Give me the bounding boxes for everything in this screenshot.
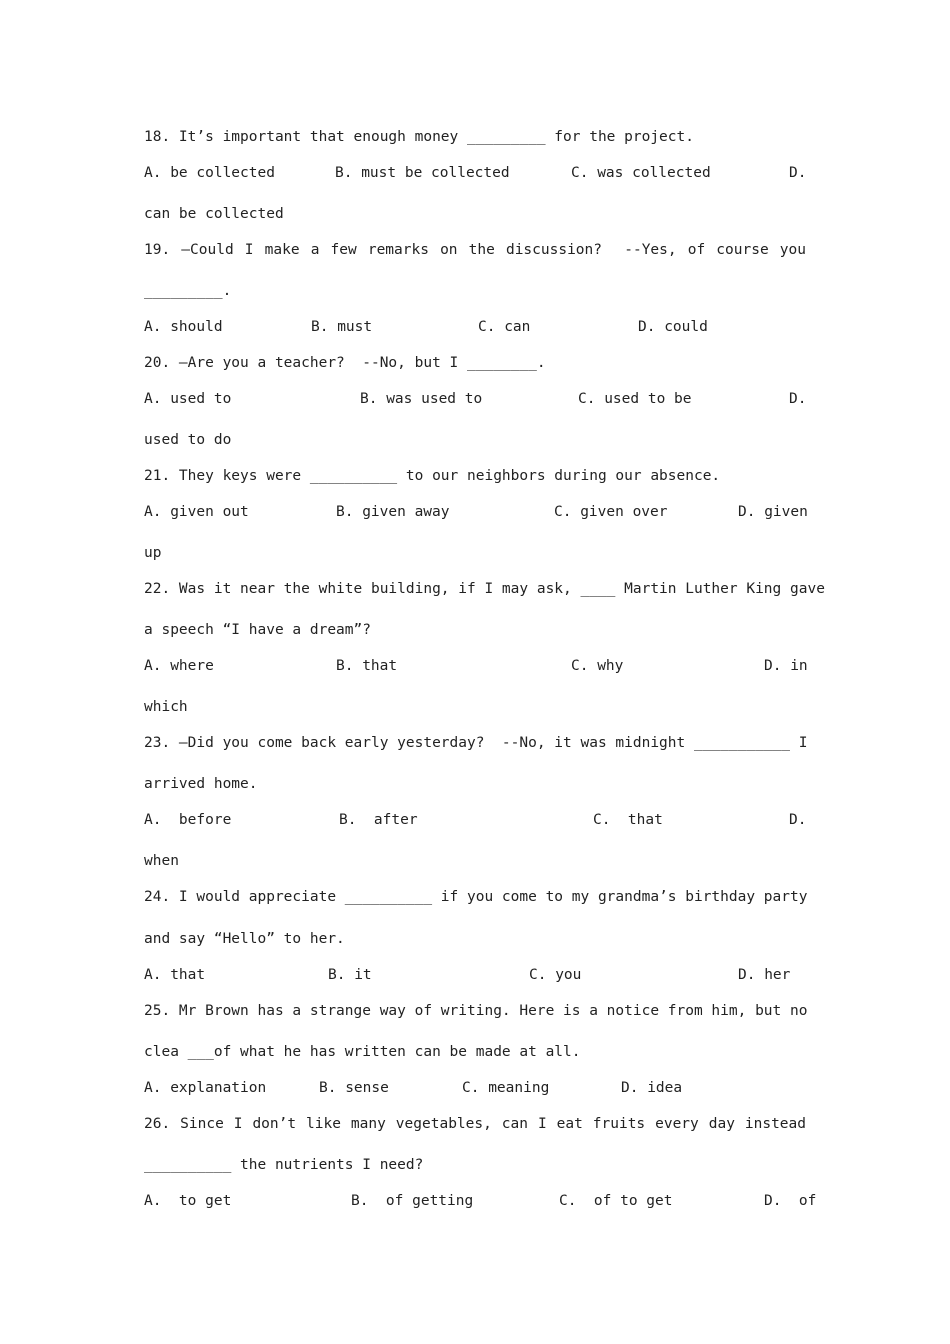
q23-option-d[interactable]: D. xyxy=(789,812,807,828)
q19-option-d[interactable]: D. could xyxy=(638,319,708,335)
q20-options xyxy=(144,388,806,410)
q20-option-b[interactable]: B. was used to xyxy=(360,391,483,407)
q19-stem: 19. –Could I make a few remarks on the discussion? --Yes, of course you xyxy=(144,242,806,258)
q25-option-a[interactable]: A. explanation xyxy=(144,1080,267,1096)
q21-options xyxy=(144,501,806,523)
q25-option-d[interactable]: D. idea xyxy=(621,1080,683,1096)
q20-option-c[interactable]: C. used to be xyxy=(578,391,692,407)
q22-option-b[interactable]: B. that xyxy=(336,658,398,674)
q19-option-a[interactable]: A. should xyxy=(144,319,223,335)
q23-option-c[interactable]: C. that xyxy=(593,812,663,828)
q19-option-b[interactable]: B. must xyxy=(311,319,373,335)
q21-option-b[interactable]: B. given away xyxy=(336,504,450,520)
q19-stem-cont: _________. xyxy=(144,283,232,299)
q20-option-d-cont: used to do xyxy=(144,432,232,448)
q18-options xyxy=(144,162,806,184)
q23-stem: 23. –Did you come back early yesterday? --No, it was midnight ___________ I xyxy=(144,735,808,751)
q21-option-c[interactable]: C. given over xyxy=(554,504,668,520)
q22-option-d-cont: which xyxy=(144,699,188,715)
q20-option-d[interactable]: D. xyxy=(789,391,807,407)
q23-option-b[interactable]: B. after xyxy=(339,812,418,828)
q24-option-a[interactable]: A. that xyxy=(144,967,206,983)
q26-option-d[interactable]: D. of xyxy=(764,1193,817,1209)
q26-option-b[interactable]: B. of getting xyxy=(351,1193,474,1209)
q25-option-b[interactable]: B. sense xyxy=(319,1080,389,1096)
q18-option-b[interactable]: B. must be collected xyxy=(335,165,510,181)
q26-options xyxy=(144,1190,817,1212)
q23-option-d-cont: when xyxy=(144,853,179,869)
q21-option-a[interactable]: A. given out xyxy=(144,504,249,520)
q21-option-d[interactable]: D. given xyxy=(738,504,808,520)
q19-options xyxy=(144,316,806,338)
q22-options xyxy=(144,655,806,677)
q18-option-d[interactable]: D. xyxy=(789,165,807,181)
q22-stem: 22. Was it near the white building, if I may ask, ____ Martin Luther King gave xyxy=(144,581,825,597)
q24-stem: 24. I would appreciate __________ if you come to my grandma’s birthday party xyxy=(144,889,808,905)
q25-stem-cont: clea ___of what he has written can be made at all. xyxy=(144,1044,581,1060)
q25-stem: 25. Mr Brown has a strange way of writing. Here is a notice from him, but no xyxy=(144,1003,808,1019)
q22-option-d[interactable]: D. in xyxy=(764,658,808,674)
q22-stem-cont: a speech “I have a dream”? xyxy=(144,622,371,638)
q22-option-c[interactable]: C. why xyxy=(571,658,624,674)
q18-stem: 18. It’s important that enough money _________ for the project. xyxy=(144,129,694,145)
q18-option-d-cont: can be collected xyxy=(144,206,284,222)
q26-stem: 26. Since I don’t like many vegetables, can I eat fruits every day instead xyxy=(144,1116,806,1132)
q26-option-a[interactable]: A. to get xyxy=(144,1193,232,1209)
q23-option-a[interactable]: A. before xyxy=(144,812,232,828)
q26-stem-cont: __________ the nutrients I need? xyxy=(144,1157,424,1173)
q18-option-c[interactable]: C. was collected xyxy=(571,165,711,181)
q25-options xyxy=(144,1077,806,1099)
q19-option-c[interactable]: C. can xyxy=(478,319,531,335)
q20-stem: 20. –Are you a teacher? --No, but I ________. xyxy=(144,355,546,371)
q23-stem-cont: arrived home. xyxy=(144,776,258,792)
q21-option-d-cont: up xyxy=(144,545,162,561)
q25-option-c[interactable]: C. meaning xyxy=(462,1080,550,1096)
q24-option-d[interactable]: D. her xyxy=(738,967,791,983)
q24-option-c[interactable]: C. you xyxy=(529,967,582,983)
q18-option-a[interactable]: A. be collected xyxy=(144,165,275,181)
q22-option-a[interactable]: A. where xyxy=(144,658,214,674)
q23-options xyxy=(144,809,806,831)
q24-options xyxy=(144,964,806,986)
q24-stem-cont: and say “Hello” to her. xyxy=(144,931,345,947)
q24-option-b[interactable]: B. it xyxy=(328,967,372,983)
q20-option-a[interactable]: A. used to xyxy=(144,391,232,407)
q21-stem: 21. They keys were __________ to our neighbors during our absence. xyxy=(144,468,721,484)
q26-option-c[interactable]: C. of to get xyxy=(559,1193,673,1209)
